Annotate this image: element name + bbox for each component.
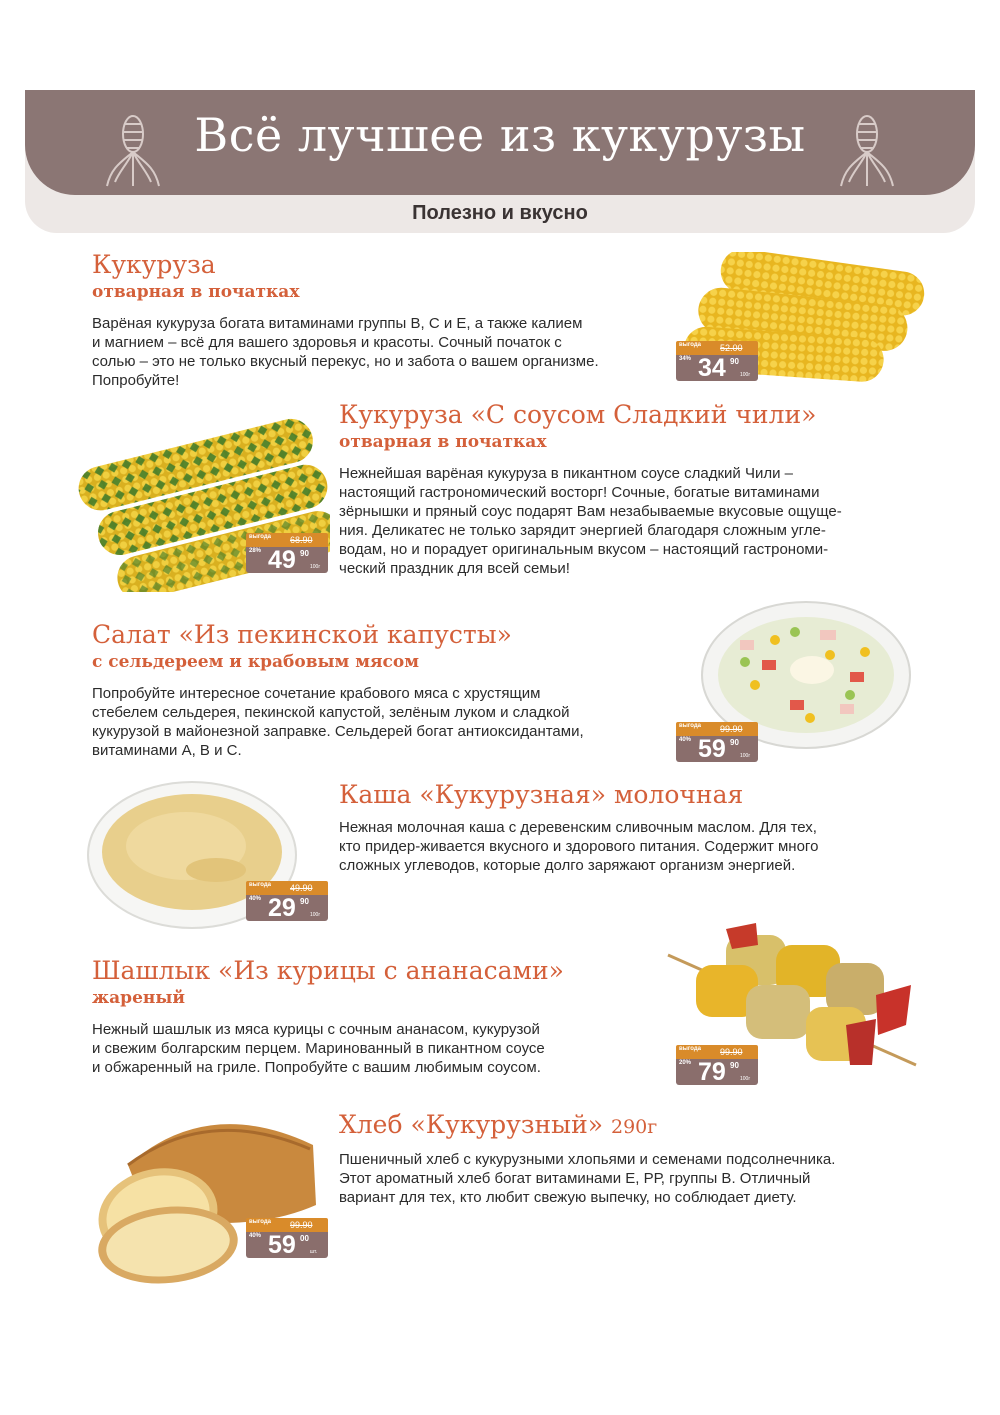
price-kopecks: 90 [730, 1061, 739, 1070]
price-rubles: 79 [698, 1058, 726, 1086]
product-title-text: Хлеб «Кукурузный» [339, 1110, 604, 1139]
product-title: Шашлык «Из курицы с ананасами» [92, 956, 564, 985]
old-price: 68.90 [290, 535, 313, 545]
price-unit: 100г [310, 564, 321, 570]
price-rubles: 29 [268, 894, 296, 922]
product-bread [339, 1110, 939, 1207]
product-skewer [92, 956, 662, 1077]
product-description: Варёная кукуруза богата витаминами группы В, С и Е, а также калием и магнием – всё для вашего здоровья и красоты. Сочный початок с солью – это не только вкусный перекус, но и забота о вашем организме. Попробуйте! [92, 315, 599, 389]
discount-percent: 28% [249, 548, 262, 554]
product-subtitle: отварная в початках [92, 282, 300, 302]
product-subtitle: жареный [92, 988, 185, 1008]
discount-percent: 40% [249, 1233, 262, 1239]
price-tag [676, 1045, 758, 1085]
price-rubles: 49 [268, 546, 296, 574]
product-description: Попробуйте интересное сочетание крабового мяса с хрустящим стебелем сельдерея, пекинской капустой, зелёным луком и сладкой кукурузой в майонезной заправке. Сельдерей богат антиоксидантами, витаминами А, В и С. [92, 685, 584, 759]
price-kopecks: 90 [300, 549, 309, 558]
discount-percent: 40% [679, 737, 692, 743]
price-tag [246, 1218, 328, 1258]
product-subtitle: с сельдереем и крабовым мясом [92, 652, 420, 672]
discount-label: выгода [249, 534, 271, 540]
product-title: Кукуруза «С соусом Сладкий чили» [339, 400, 817, 429]
discount-label: выгода [679, 1046, 701, 1052]
old-price: 99.90 [720, 724, 743, 734]
product-subtitle: отварная в початках [339, 432, 547, 452]
header-banner [25, 90, 975, 233]
price-tag [676, 722, 758, 762]
product-description: Нежнейшая варёная кукуруза в пикантном соусе сладкий Чили – настоящий гастрономический восторг! Сочные, богатые витаминами зёрнышки и пряный соус подарят Вам незабываемые вкусовые ощуще- ния. Деликатес не только зарядит энергией благодаря сложным угле- водам, но и порадует оригинальным вкусом – настоящий гастрономи- ческий праздник для всей семьи! [339, 465, 842, 577]
price-kopecks: 90 [730, 357, 739, 366]
corn-icon [839, 112, 895, 188]
product-salad [92, 620, 692, 760]
product-description: Пшеничный хлеб с кукурузными хлопьями и семенами подсолнечника. Этот ароматный хлеб богат витаминами Е, РР, группы В. Отличный вариант для тех, кто любит свежую выпечку, но соблюдает диету. [339, 1151, 836, 1206]
discount-percent: 20% [679, 1060, 692, 1066]
price-unit: 100г [740, 753, 751, 759]
page-subtitle: Полезно и вкусно [412, 202, 588, 224]
price-unit: 100г [740, 1076, 751, 1082]
discount-label: выгода [679, 342, 701, 348]
header-title-band [25, 90, 975, 195]
discount-label: выгода [249, 1219, 271, 1225]
product-title: Салат «Из пекинской капусты» [92, 620, 512, 649]
price-rubles: 34 [698, 354, 726, 382]
product-title: Каша «Кукурузная» молочная [339, 780, 744, 809]
old-price: 49.90 [290, 883, 313, 893]
product-porridge [339, 780, 939, 875]
discount-label: выгода [679, 723, 701, 729]
discount-percent: 40% [249, 896, 262, 902]
price-tag [246, 533, 328, 573]
price-tag [246, 881, 328, 921]
old-price: 99.90 [290, 1220, 313, 1230]
price-rubles: 59 [268, 1231, 296, 1259]
product-corn-boiled [92, 250, 682, 390]
price-rubles: 59 [698, 735, 726, 763]
page-title: Всё лучшее из кукурузы [194, 108, 806, 162]
old-price: 99.90 [720, 1047, 743, 1057]
price-kopecks: 90 [730, 738, 739, 747]
price-unit: 100г [740, 372, 751, 378]
price-kopecks: 00 [300, 1234, 309, 1243]
price-tag [676, 341, 758, 381]
price-kopecks: 90 [300, 897, 309, 906]
product-corn-chili [339, 400, 939, 578]
old-price: 52.00 [720, 343, 743, 353]
price-unit: 100г [310, 912, 321, 918]
product-description: Нежный шашлык из мяса курицы с сочным ананасом, кукурузой и свежим болгарским перцем. Маринованный в пикантном соусе и обжаренный на гриле. Попробуйте с вашим любимым соусом. [92, 1021, 545, 1076]
discount-label: выгода [249, 882, 271, 888]
discount-percent: 34% [679, 356, 692, 362]
product-title [339, 1110, 939, 1142]
product-title: Кукуруза [92, 250, 216, 279]
product-description: Нежная молочная каша с деревенским сливочным маслом. Для тех, кто придер-живается вкусного и здорового питания. Содержит много сложных углеводов, которые долго заряжают организм энергией. [339, 819, 819, 874]
product-weight: 290г [610, 1116, 658, 1138]
price-unit: шт. [310, 1249, 318, 1255]
